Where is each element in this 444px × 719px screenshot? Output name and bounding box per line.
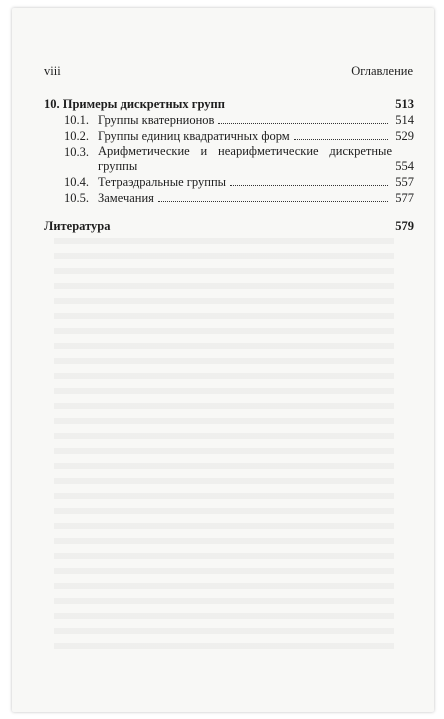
section-number: 10.5. — [64, 191, 89, 205]
section-title: Замечания — [98, 191, 154, 205]
section-title: Группы единиц квадратичных форм — [98, 129, 290, 143]
dot-leader — [158, 201, 388, 202]
literature-page: 579 — [395, 219, 414, 233]
leader-space — [115, 229, 388, 230]
toc-literature[interactable] — [44, 218, 414, 234]
section-title: Тетраэдральные группы — [98, 175, 227, 189]
chapter-title: 10. Примеры дискретных групп — [44, 97, 225, 111]
section-page: 557 — [395, 175, 414, 189]
section-number: 10.4. — [64, 175, 89, 189]
toc-section-10-2[interactable] — [44, 128, 414, 144]
leader-space — [229, 107, 388, 108]
toc-section-10-3[interactable] — [44, 144, 414, 174]
toc-section-10-5[interactable] — [44, 190, 414, 206]
toc-section-10-4[interactable] — [44, 174, 414, 190]
page-label: viii — [44, 64, 61, 78]
section-page: 514 — [395, 113, 414, 127]
section-number: 10.1. — [64, 113, 89, 127]
section-title: Оглавление — [351, 64, 413, 78]
dot-leader — [218, 123, 388, 124]
section-number: 10.3. — [64, 145, 89, 159]
section-page: 529 — [395, 129, 414, 143]
dot-leader — [294, 139, 388, 140]
literature-title: Литература — [44, 219, 111, 233]
chapter-page: 513 — [395, 97, 414, 111]
toc-chapter-10[interactable] — [44, 96, 414, 112]
section-title: Группы кватернионов — [98, 113, 215, 127]
table-of-contents — [44, 96, 414, 234]
toc-section-10-1[interactable] — [44, 112, 414, 128]
section-number: 10.2. — [64, 129, 89, 143]
reverse-side-show-through — [54, 238, 394, 658]
dot-leader — [230, 185, 388, 186]
section-page: 577 — [395, 191, 414, 205]
section-title: Арифметические и неарифметические дискретные группы — [98, 144, 392, 173]
section-page: 554 — [395, 159, 414, 173]
